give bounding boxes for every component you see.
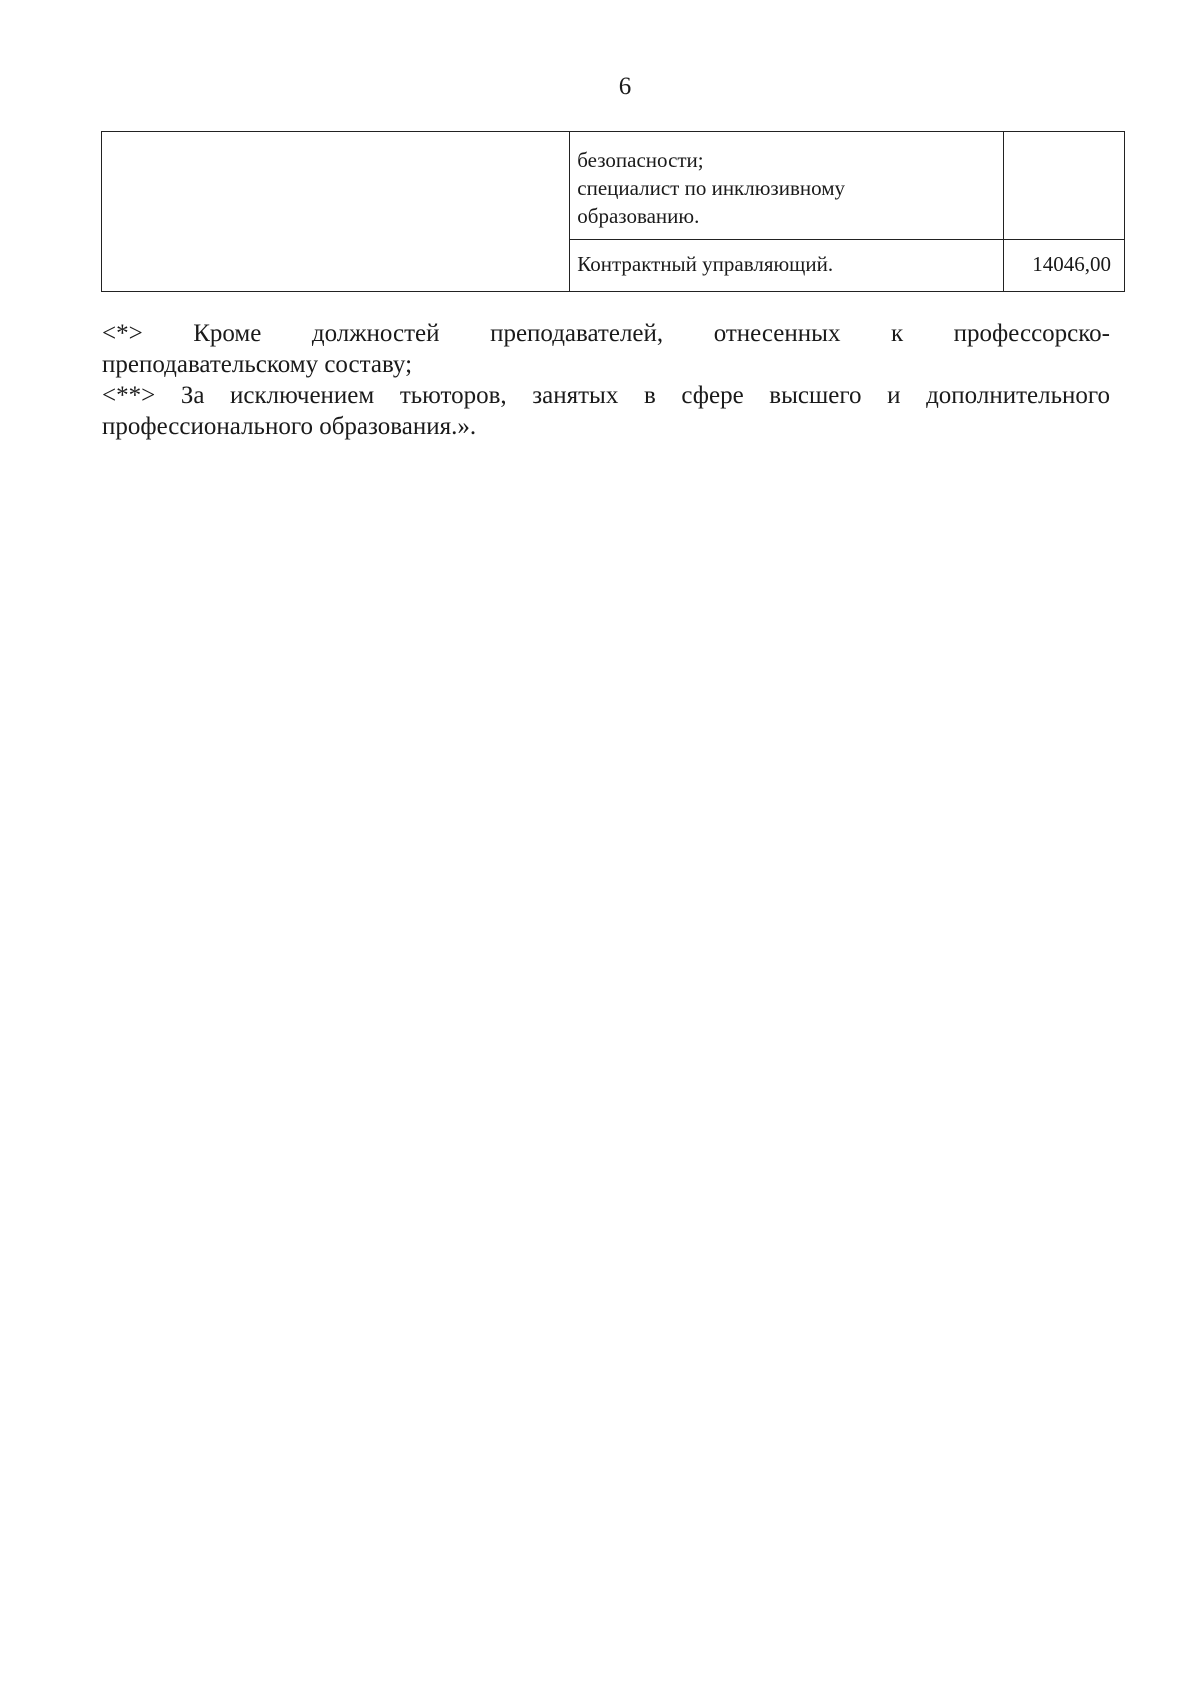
table-cell-group: [102, 132, 570, 292]
page-number: 6: [618, 73, 632, 100]
table-cell-salary: 14046,00: [1004, 240, 1125, 292]
footnote-word: дополнительного: [926, 382, 1110, 409]
cell-text-line: безопасности;: [577, 148, 704, 172]
table-row: [102, 132, 1125, 240]
footnote-word: занятых: [532, 382, 619, 409]
footnote-1-line-1: [102, 318, 1110, 349]
footnote-word: высшего: [769, 382, 862, 409]
footnote-word: отнесенных: [713, 320, 841, 347]
footnote-word: в: [643, 382, 656, 409]
footnote-2-line-2: профессионального образования.».: [102, 413, 477, 440]
positions-table: [101, 131, 1125, 292]
footnote-word: <*>: [102, 320, 143, 347]
footnote-word: сфере: [681, 382, 744, 409]
table-cell-salary: [1004, 132, 1125, 240]
footnote-1-line-2: преподавательскому составу;: [102, 351, 413, 378]
cell-text-line: специалист по инклюзивному: [577, 176, 846, 200]
footnote-1: [102, 318, 1110, 380]
footnote-word: <**>: [102, 382, 156, 409]
footnote-word: тьюторов,: [399, 382, 507, 409]
footnote-word: Кроме: [193, 320, 262, 347]
footnote-word: исключением: [230, 382, 375, 409]
footnote-word: За: [180, 382, 205, 409]
footnote-word: и: [887, 382, 901, 409]
footnote-2: [102, 380, 1110, 442]
footnote-word: профессорско-: [953, 320, 1110, 347]
footnotes: [102, 318, 1110, 442]
footnote-word: должностей: [311, 320, 440, 347]
table-cell-positions: [570, 132, 1004, 240]
cell-text-line: образованию.: [577, 204, 700, 228]
table-cell-positions: [570, 240, 1004, 292]
footnote-2-line-1: [102, 380, 1110, 411]
footnote-word: к: [890, 320, 904, 347]
footnote-word: преподавателей,: [490, 320, 664, 347]
cell-text-line: Контрактный управляющий.: [577, 252, 834, 276]
